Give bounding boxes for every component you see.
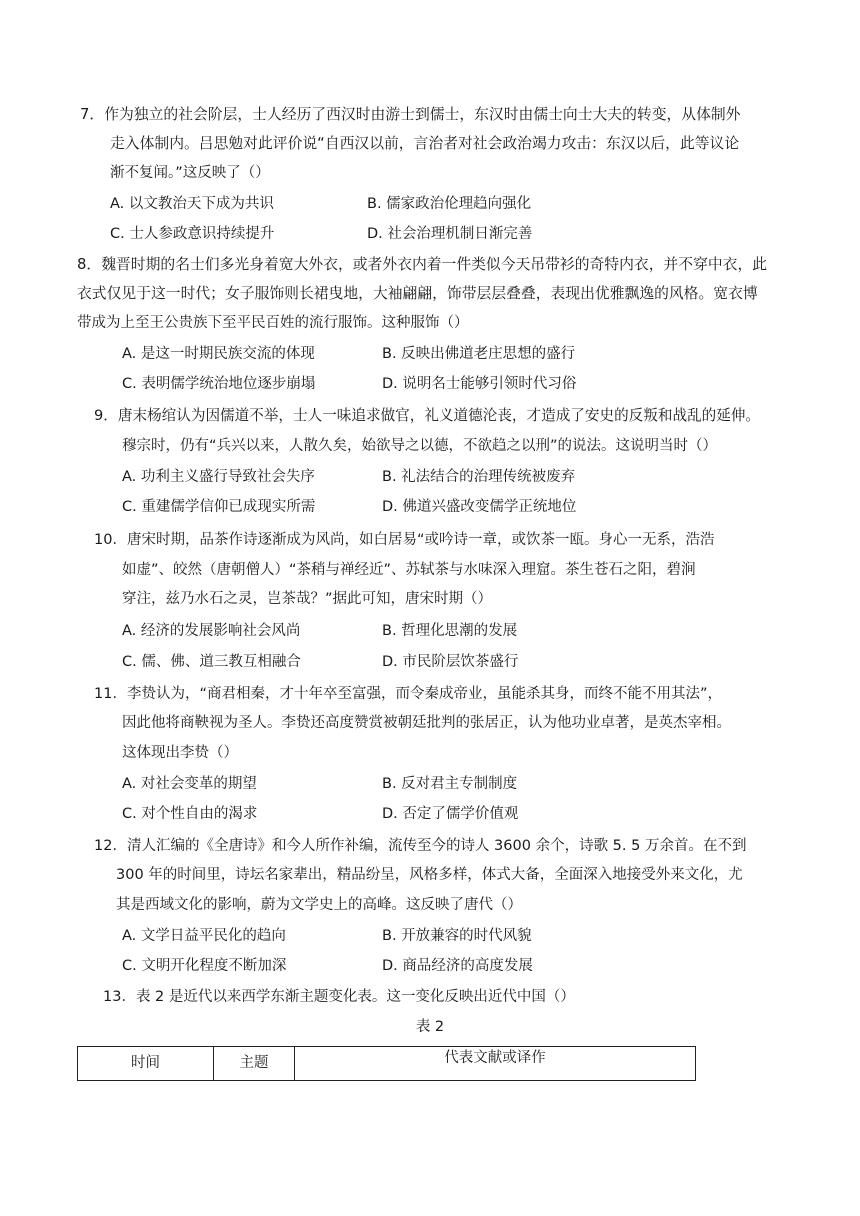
q9-option-b[interactable]: B. 礼法结合的治理传统被废弃 — [382, 469, 576, 485]
q11-line-3: 这体现出李贽（） — [122, 745, 238, 761]
q8-line-3: 带成为上至王公贵族下至平民百姓的流行服饰。这种服饰（） — [77, 315, 469, 331]
q11-option-a[interactable]: A. 对社会变革的期望 — [122, 776, 257, 792]
q9-option-c[interactable]: C. 重建儒学信仰已成现实所需 — [122, 499, 316, 515]
table-header-theme: 主题 — [214, 1047, 295, 1081]
table-header-time: 时间 — [78, 1047, 214, 1081]
table-2 — [77, 1046, 696, 1081]
q7-option-b[interactable]: B. 儒家政治伦理趋向强化 — [367, 196, 532, 212]
q10-line-3: 穿注，兹乃水石之灵，岂茶哉？”据此可知，唐宋时期（） — [122, 591, 493, 607]
q8-option-b[interactable]: B. 反映出佛道老庄思想的盛行 — [382, 346, 576, 362]
q10-option-d[interactable]: D. 市民阶层饮茶盛行 — [382, 654, 519, 670]
q13-line-1: 13．表 2 是近代以来西学东渐主题变化表。这一变化反映出近代中国（） — [103, 989, 575, 1005]
q9-option-a[interactable]: A. 功利主义盛行导致社会失序 — [122, 469, 315, 485]
q12-line-2: 300 年的时间里，诗坛名家辈出，精品纷呈，风格多样，体式大备，全面深入地接受外来文化，尤 — [116, 867, 743, 883]
q9-line-2: 穆宗时，仍有“兵兴以来，人散久矣，始欲导之以德，不欲趋之以刑”的说法。这说明当时（） — [122, 438, 718, 454]
q8-option-a[interactable]: A. 是这一时期民族交流的体现 — [122, 346, 315, 362]
q8-option-c[interactable]: C. 表明儒学统治地位逐步崩塌 — [122, 376, 316, 392]
q10-line-2: 如虚”、皎然（唐朝僧人）“茶稍与禅经近”、苏轼茶与水味深入理窟。茶生苍石之阳，碧涧 — [122, 562, 696, 578]
q10-line-1: 10．唐宋时期，品茶作诗逐渐成为风尚，如白居易“或吟诗一章，或饮茶一瓯。身心一无系，浩浩 — [94, 532, 715, 548]
q7-line-1: 7．作为独立的社会阶层，士人经历了西汉时由游士到儒士，东汉时由儒士向士大夫的转变，从体制外 — [80, 106, 741, 123]
q7-option-a[interactable]: A. 以文教治天下成为共识 — [110, 196, 274, 212]
table-header-row — [78, 1047, 696, 1081]
q9-option-d[interactable]: D. 佛道兴盛改变儒学正统地位 — [382, 499, 577, 515]
table-caption: 表 2 — [415, 1019, 445, 1035]
table-header-works: 代表文献或译作 — [295, 1047, 696, 1081]
q11-option-b[interactable]: B. 反对君主专制制度 — [382, 776, 518, 792]
q9-line-1: 9．唐末杨绾认为因儒道不举，士人一味追求做官，礼义道德沦丧，才造成了安史的反叛和战乱的延伸。 — [94, 407, 761, 424]
q7-line-3: 渐不复闻。”这反映了（） — [110, 165, 270, 181]
q11-line-1: 11．李贽认为，“商君相秦，才十年卒至富强，而令秦成帝业，虽能杀其身，而终不能不用其法”， — [94, 686, 722, 702]
q7-option-d[interactable]: D. 社会治理机制日渐完善 — [367, 226, 533, 242]
q11-option-d[interactable]: D. 否定了儒学价值观 — [382, 806, 519, 822]
q12-option-a[interactable]: A. 文学日益平民化的趋向 — [122, 928, 286, 944]
q12-option-b[interactable]: B. 开放兼容的时代风貌 — [382, 928, 532, 944]
q10-option-b[interactable]: B. 哲理化思潮的发展 — [382, 623, 518, 639]
q12-option-c[interactable]: C. 文明开化程度不断加深 — [122, 958, 287, 974]
q11-option-c[interactable]: C. 对个性自由的渴求 — [122, 806, 258, 822]
q12-line-1: 12．清人汇编的《全唐诗》和今人所作补编，流传至今的诗人 3600 余个，诗歌 5. 5 万余首。在不到 — [94, 838, 747, 854]
q8-line-1: 8．魏晋时期的名士们多光身着宽大外衣，或者外衣内着一件类似今天吊带衫的奇特内衣，并不穿中衣，此 — [77, 256, 768, 273]
q7-option-c[interactable]: C. 士人参政意识持续提升 — [110, 226, 275, 242]
q8-line-2: 衣式仅见于这一时代；女子服饰则长裙曳地，大袖翩翩，饰带层层叠叠，表现出优雅飘逸的风格。宽衣博 — [77, 285, 758, 302]
q8-option-d[interactable]: D. 说明名士能够引领时代习俗 — [382, 376, 577, 392]
q10-option-a[interactable]: A. 经济的发展影响社会风尚 — [122, 623, 301, 639]
q12-option-d[interactable]: D. 商品经济的高度发展 — [382, 958, 533, 974]
q10-option-c[interactable]: C. 儒、佛、道三教互相融合 — [122, 654, 301, 670]
q7-line-2: 走入体制内。吕思勉对此评价说“自西汉以前，言治者对社会政治竭力攻击：东汉以后，此等议论 — [110, 135, 740, 152]
q11-line-2: 因此他将商鞅视为圣人。李贽还高度赞赏被朝廷批判的张居正，认为他功业卓著，是英杰宰相。 — [122, 715, 731, 731]
q12-line-3: 其是西域文化的影响，蔚为文学史上的高峰。这反映了唐代（） — [116, 897, 522, 913]
